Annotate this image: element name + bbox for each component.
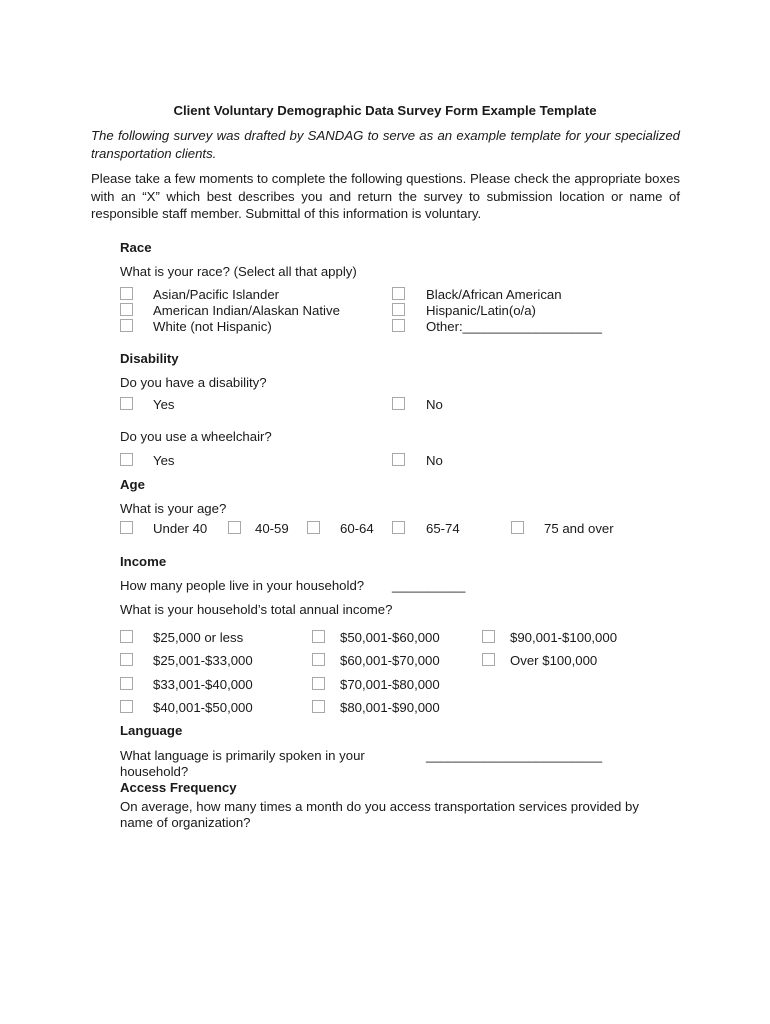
disability-yes-checkbox[interactable] — [120, 397, 133, 410]
income-option-label: $40,001-$50,000 — [153, 700, 253, 715]
language-question: What language is primarily spoken in your household? — [120, 748, 365, 779]
race-heading: Race — [120, 240, 152, 255]
disability-heading: Disability — [120, 351, 179, 366]
income-checkbox[interactable] — [312, 677, 325, 690]
income-option-label: $80,001-$90,000 — [340, 700, 440, 715]
income-option-label: $25,001-$33,000 — [153, 653, 253, 668]
intro-italic: The following survey was drafted by SANDAG to serve as an example template for your specialized transportation clients. — [91, 128, 680, 161]
income-checkbox[interactable] — [120, 700, 133, 713]
race-option-label: Hispanic/Latin(o/a) — [426, 303, 536, 318]
race-american-indian-checkbox[interactable] — [120, 303, 133, 316]
race-question: What is your race? (Select all that apply) — [120, 264, 357, 279]
language-field[interactable]: ________________________ — [426, 748, 603, 763]
income-checkbox[interactable] — [482, 630, 495, 643]
income-checkbox[interactable] — [120, 677, 133, 690]
race-other-checkbox[interactable] — [392, 319, 405, 332]
age-option-label: Under 40 — [153, 521, 208, 536]
race-option-label: Asian/Pacific Islander — [153, 287, 280, 302]
disability-no-checkbox[interactable] — [392, 397, 405, 410]
race-option-label: American Indian/Alaskan Native — [153, 303, 340, 318]
disability-no-label: No — [426, 397, 443, 412]
wheelchair-question: Do you use a wheelchair? — [120, 429, 272, 444]
income-checkbox[interactable] — [120, 653, 133, 666]
wheelchair-yes-label: Yes — [153, 453, 175, 468]
income-option-label: $70,001-$80,000 — [340, 677, 440, 692]
age-question: What is your age? — [120, 501, 227, 516]
age-60-64-checkbox[interactable] — [307, 521, 320, 534]
income-option-label: $25,000 or less — [153, 630, 244, 645]
income-checkbox[interactable] — [120, 630, 133, 643]
race-hispanic-checkbox[interactable] — [392, 303, 405, 316]
page-title: Client Voluntary Demographic Data Survey Form Example Template — [173, 103, 597, 118]
income-option-label: Over $100,000 — [510, 653, 598, 668]
age-75-over-checkbox[interactable] — [511, 521, 524, 534]
age-option-label: 75 and over — [544, 521, 614, 536]
race-option-label: Black/African American — [426, 287, 562, 302]
wheelchair-no-checkbox[interactable] — [392, 453, 405, 466]
race-black-checkbox[interactable] — [392, 287, 405, 300]
income-option-label: $50,001-$60,000 — [340, 630, 440, 645]
age-65-74-checkbox[interactable] — [392, 521, 405, 534]
income-checkbox[interactable] — [312, 700, 325, 713]
household-size-field[interactable]: __________ — [392, 578, 466, 593]
intro-text: Please take a few moments to complete the following questions. Please check the appropriate boxes with an “X” which best describes you and return the survey to submission location or name of responsible staff member. Submittal of this information is voluntary. — [91, 171, 680, 221]
race-option-label: White (not Hispanic) — [153, 319, 272, 334]
income-heading: Income — [120, 554, 167, 569]
disability-question: Do you have a disability? — [120, 375, 267, 390]
age-under40-checkbox[interactable] — [120, 521, 133, 534]
race-white-checkbox[interactable] — [120, 319, 133, 332]
income-question: What is your household’s total annual income? — [120, 602, 393, 617]
wheelchair-no-label: No — [426, 453, 443, 468]
income-checkbox[interactable] — [312, 653, 325, 666]
race-other-field[interactable]: Other:___________________ — [426, 319, 602, 334]
age-40-59-checkbox[interactable] — [228, 521, 241, 534]
access-question: On average, how many times a month do you access transportation services provided by name of organization? — [120, 799, 639, 830]
wheelchair-yes-checkbox[interactable] — [120, 453, 133, 466]
income-checkbox[interactable] — [312, 630, 325, 643]
access-heading: Access Frequency — [120, 780, 237, 795]
age-option-label: 65-74 — [426, 521, 460, 536]
income-option-label: $33,001-$40,000 — [153, 677, 253, 692]
disability-yes-label: Yes — [153, 397, 175, 412]
language-heading: Language — [120, 723, 183, 738]
household-question: How many people live in your household? — [120, 578, 365, 593]
income-option-label: $90,001-$100,000 — [510, 630, 618, 645]
income-option-label: $60,001-$70,000 — [340, 653, 440, 668]
income-checkbox[interactable] — [482, 653, 495, 666]
age-option-label: 40-59 — [255, 521, 289, 536]
race-asian-checkbox[interactable] — [120, 287, 133, 300]
age-heading: Age — [120, 477, 145, 492]
age-option-label: 60-64 — [340, 521, 374, 536]
